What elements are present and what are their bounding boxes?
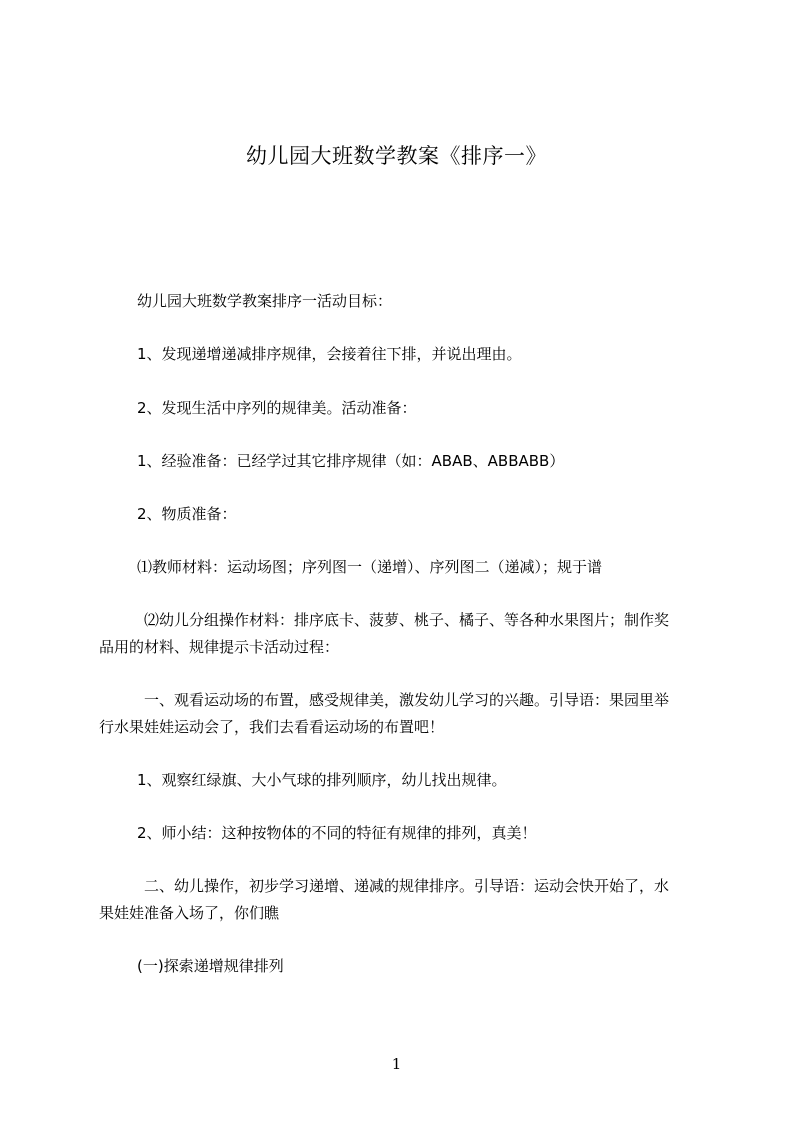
paragraph-teacher-materials: ⑴教师材料：运动场图；序列图一（递增）、序列图二（递减）；规于谱 (137, 558, 603, 576)
paragraph-step-one-line2: 行水果娃娃运动会了，我们去看看运动场的布置吧！ (99, 718, 445, 736)
paragraph-child-materials-line2: 品用的材料、规律提示卡活动过程： (99, 638, 340, 656)
paragraph-explore-increasing: (一)探索递增规律排列 (137, 957, 284, 975)
paragraph-summary: 2、师小结：这种按物体的不同的特征有规律的排列，真美！ (137, 824, 537, 842)
paragraph-step-two-line2: 果娃娃准备入场了，你们瞧 (99, 904, 280, 922)
paragraph-objective-2: 2、发现生活中序列的规律美。活动准备： (137, 399, 417, 417)
paragraph-experience-prep: 1、经验准备：已经学过其它排序规律（如：ABAB、ABBABB） (137, 452, 565, 470)
paragraph-observe: 1、观察红绿旗、大小气球的排列顺序，幼儿找出规律。 (137, 771, 507, 789)
document-title: 幼儿园大班数学教案《排序一》 (246, 144, 547, 168)
paragraph-objectives-heading: 幼儿园大班数学教案排序一活动目标： (137, 292, 393, 310)
paragraph-child-materials-line1: ⑵幼儿分组操作材料：排序底卡、菠萝、桃子、橘子、等各种水果图片；制作奖 (144, 611, 670, 629)
paragraph-material-prep: 2、物质准备： (137, 505, 237, 523)
page-number: 1 (391, 1055, 402, 1073)
paragraph-step-one-line1: 一、观看运动场的布置，感受规律美，激发幼儿学习的兴趣。引导语：果园里举 (144, 691, 670, 709)
paragraph-step-two-line1: 二、幼儿操作，初步学习递增、递减的规律排序。引导语：运动会快开始了，水 (144, 877, 670, 895)
paragraph-objective-1: 1、发现递增递减排序规律，会接着往下排，并说出理由。 (137, 345, 522, 363)
